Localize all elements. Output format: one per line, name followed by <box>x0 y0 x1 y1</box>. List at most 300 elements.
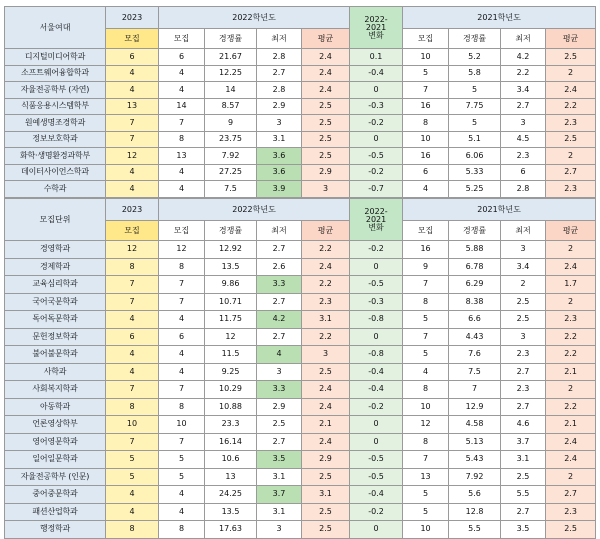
comp-rate-2022: 12 <box>205 328 257 346</box>
grade-change: 0.1 <box>350 49 403 66</box>
grade-change: 0 <box>350 416 403 434</box>
table-row <box>5 98 596 115</box>
quota-2021: 10 <box>403 49 449 66</box>
min-grade-2022: 2.8 <box>257 49 302 66</box>
quota-2022: 4 <box>159 311 205 329</box>
comp-rate-2022: 7.92 <box>205 148 257 165</box>
avg-grade-2022: 2.4 <box>302 398 350 416</box>
grade-change: -0.2 <box>350 503 403 521</box>
grade-change: -0.8 <box>350 346 403 364</box>
comp-rate-2021: 8.38 <box>449 293 501 311</box>
comp-rate-2021: 6.06 <box>449 148 501 165</box>
header-quota-2022: 모집 <box>159 221 205 241</box>
grade-change: -0.8 <box>350 311 403 329</box>
avg-grade-2021: 2.2 <box>546 328 596 346</box>
min-grade-2021: 2.5 <box>501 293 546 311</box>
min-grade-2022: 4.2 <box>257 311 302 329</box>
quota-2023: 13 <box>106 98 159 115</box>
dept-name: 자율전공학부 (인문) <box>5 468 106 486</box>
comp-rate-2022: 7.5 <box>205 181 257 198</box>
quota-2022: 12 <box>159 241 205 259</box>
table-row <box>5 65 596 82</box>
grade-change: -0.5 <box>350 148 403 165</box>
dept-name: 원예생명조경학과 <box>5 115 106 132</box>
min-grade-2022: 2.9 <box>257 98 302 115</box>
table-row <box>5 433 596 451</box>
header-avg-2021: 평균 <box>546 221 596 241</box>
dept-name: 사회복지학과 <box>5 381 106 399</box>
dept-name: 언론영상학부 <box>5 416 106 434</box>
comp-rate-2022: 24.25 <box>205 486 257 504</box>
dept-name: 경제학과 <box>5 258 106 276</box>
min-grade-2022: 3.5 <box>257 451 302 469</box>
header-quota-2021: 모집 <box>403 221 449 241</box>
quota-2023: 4 <box>106 503 159 521</box>
table-row <box>5 276 596 294</box>
comp-rate-2022: 13 <box>205 468 257 486</box>
quota-2022: 4 <box>159 65 205 82</box>
header-change-line3: 변화 <box>368 30 384 40</box>
min-grade-2022: 2.7 <box>257 241 302 259</box>
header-quota-2021: 모집 <box>403 29 449 49</box>
header-comp-2022: 경쟁률 <box>205 29 257 49</box>
comp-rate-2022: 11.5 <box>205 346 257 364</box>
header-change-line1: 2022- <box>364 206 388 216</box>
quota-2022: 10 <box>159 416 205 434</box>
grade-change: -0.4 <box>350 381 403 399</box>
header-year-2021: 2021학년도 <box>403 7 596 29</box>
quota-2021: 8 <box>403 433 449 451</box>
avg-grade-2022: 2.5 <box>302 115 350 132</box>
min-grade-2021: 2.5 <box>501 468 546 486</box>
min-grade-2021: 3.4 <box>501 258 546 276</box>
header-year-2021: 2021학년도 <box>403 199 596 221</box>
quota-2023: 4 <box>106 311 159 329</box>
min-grade-2022: 2.7 <box>257 293 302 311</box>
comp-rate-2022: 10.6 <box>205 451 257 469</box>
quota-2022: 5 <box>159 451 205 469</box>
min-grade-2022: 2.5 <box>257 416 302 434</box>
min-grade-2022: 3 <box>257 521 302 539</box>
quota-2021: 5 <box>403 346 449 364</box>
comp-rate-2022: 13.5 <box>205 258 257 276</box>
avg-grade-2021: 2.3 <box>546 181 596 198</box>
avg-grade-2022: 2.4 <box>302 49 350 66</box>
comp-rate-2021: 5.88 <box>449 241 501 259</box>
comp-rate-2021: 7.6 <box>449 346 501 364</box>
quota-2022: 8 <box>159 398 205 416</box>
min-grade-2022: 3 <box>257 115 302 132</box>
quota-2023: 8 <box>106 258 159 276</box>
avg-grade-2022: 2.2 <box>302 328 350 346</box>
quota-2022: 14 <box>159 98 205 115</box>
table-title: 서울여대 <box>5 7 106 49</box>
comp-rate-2022: 13.5 <box>205 503 257 521</box>
min-grade-2021: 3.4 <box>501 82 546 99</box>
min-grade-2022: 3.3 <box>257 381 302 399</box>
table-row <box>5 503 596 521</box>
min-grade-2021: 3 <box>501 241 546 259</box>
quota-2022: 6 <box>159 328 205 346</box>
table-row <box>5 258 596 276</box>
avg-grade-2021: 2 <box>546 148 596 165</box>
quota-2022: 7 <box>159 276 205 294</box>
quota-2021: 7 <box>403 276 449 294</box>
table-row <box>5 451 596 469</box>
header-change-line3: 변화 <box>368 222 384 232</box>
header-change <box>350 199 403 241</box>
comp-rate-2022: 12.25 <box>205 65 257 82</box>
quota-2023: 7 <box>106 276 159 294</box>
avg-grade-2021: 2.3 <box>546 115 596 132</box>
quota-2021: 10 <box>403 398 449 416</box>
quota-2021: 7 <box>403 82 449 99</box>
avg-grade-2022: 2.5 <box>302 503 350 521</box>
min-grade-2022: 2.7 <box>257 328 302 346</box>
table-row <box>5 49 596 66</box>
header-change-line2: 2021 <box>365 214 387 224</box>
avg-grade-2021: 2.4 <box>546 451 596 469</box>
avg-grade-2021: 2.4 <box>546 82 596 99</box>
comp-rate-2021: 4.43 <box>449 328 501 346</box>
comp-rate-2022: 14 <box>205 82 257 99</box>
avg-grade-2021: 2.7 <box>546 486 596 504</box>
min-grade-2021: 3 <box>501 328 546 346</box>
comp-rate-2022: 9.86 <box>205 276 257 294</box>
min-grade-2022: 4 <box>257 346 302 364</box>
comp-rate-2021: 5.2 <box>449 49 501 66</box>
quota-2021: 6 <box>403 164 449 181</box>
grade-change: -0.7 <box>350 181 403 198</box>
quota-2023: 7 <box>106 381 159 399</box>
min-grade-2021: 2.7 <box>501 503 546 521</box>
min-grade-2022: 3.3 <box>257 276 302 294</box>
min-grade-2021: 2.2 <box>501 65 546 82</box>
quota-2023: 4 <box>106 82 159 99</box>
dept-name: 아동학과 <box>5 398 106 416</box>
quota-2022: 4 <box>159 503 205 521</box>
comp-rate-2021: 7.5 <box>449 363 501 381</box>
comp-rate-2021: 5.33 <box>449 164 501 181</box>
min-grade-2021: 2.7 <box>501 98 546 115</box>
quota-2021: 12 <box>403 416 449 434</box>
quota-2023: 7 <box>106 293 159 311</box>
dept-name: 중어중문학과 <box>5 486 106 504</box>
min-grade-2021: 3.1 <box>501 451 546 469</box>
quota-2022: 5 <box>159 468 205 486</box>
quota-2021: 7 <box>403 451 449 469</box>
grade-change: -0.4 <box>350 486 403 504</box>
dept-name: 경영학과 <box>5 241 106 259</box>
min-grade-2021: 2.3 <box>501 346 546 364</box>
dept-name: 문헌정보학과 <box>5 328 106 346</box>
comp-rate-2022: 16.14 <box>205 433 257 451</box>
table-row <box>5 181 596 198</box>
quota-2023: 4 <box>106 486 159 504</box>
min-grade-2021: 4.5 <box>501 131 546 148</box>
min-grade-2022: 2.9 <box>257 398 302 416</box>
avg-grade-2022: 2.5 <box>302 148 350 165</box>
quota-2023: 7 <box>106 131 159 148</box>
comp-rate-2021: 7.75 <box>449 98 501 115</box>
min-grade-2022: 3.1 <box>257 131 302 148</box>
table-row <box>5 521 596 539</box>
header-avg-2022: 평균 <box>302 221 350 241</box>
comp-rate-2021: 4.58 <box>449 416 501 434</box>
avg-grade-2022: 2.5 <box>302 468 350 486</box>
min-grade-2022: 3.9 <box>257 181 302 198</box>
min-grade-2021: 2.8 <box>501 181 546 198</box>
table-seoul-womens-natural <box>4 6 596 198</box>
grade-change: -0.3 <box>350 98 403 115</box>
avg-grade-2022: 2.4 <box>302 258 350 276</box>
quota-2023: 12 <box>106 241 159 259</box>
min-grade-2021: 2.7 <box>501 398 546 416</box>
header-comp-2022: 경쟁률 <box>205 221 257 241</box>
header-min-2022: 최저 <box>257 29 302 49</box>
quota-2022: 7 <box>159 293 205 311</box>
avg-grade-2021: 2.4 <box>546 433 596 451</box>
quota-2023: 5 <box>106 451 159 469</box>
avg-grade-2022: 3 <box>302 346 350 364</box>
header-change <box>350 7 403 49</box>
quota-2023: 8 <box>106 398 159 416</box>
table-row <box>5 468 596 486</box>
quota-2022: 8 <box>159 521 205 539</box>
dept-name: 자율전공학부 (자연) <box>5 82 106 99</box>
header-min-2022: 최저 <box>257 221 302 241</box>
table-row <box>5 416 596 434</box>
avg-grade-2021: 1.7 <box>546 276 596 294</box>
table-row <box>5 328 596 346</box>
table-row <box>5 131 596 148</box>
quota-2021: 16 <box>403 98 449 115</box>
quota-2022: 8 <box>159 131 205 148</box>
quota-2022: 7 <box>159 381 205 399</box>
comp-rate-2022: 10.71 <box>205 293 257 311</box>
quota-2021: 9 <box>403 258 449 276</box>
comp-rate-2021: 5.6 <box>449 486 501 504</box>
quota-2022: 8 <box>159 258 205 276</box>
header-min-2021: 최저 <box>501 29 546 49</box>
comp-rate-2022: 23.75 <box>205 131 257 148</box>
comp-rate-2021: 5.43 <box>449 451 501 469</box>
avg-grade-2022: 2.9 <box>302 451 350 469</box>
quota-2023: 4 <box>106 181 159 198</box>
avg-grade-2022: 2.5 <box>302 521 350 539</box>
comp-rate-2022: 9.25 <box>205 363 257 381</box>
min-grade-2022: 2.6 <box>257 258 302 276</box>
table-title: 모집단위 <box>5 199 106 241</box>
table-row <box>5 241 596 259</box>
avg-grade-2021: 2 <box>546 293 596 311</box>
header-comp-2021: 경쟁률 <box>449 29 501 49</box>
grade-change: 0 <box>350 433 403 451</box>
comp-rate-2022: 12.92 <box>205 241 257 259</box>
dept-name: 사학과 <box>5 363 106 381</box>
avg-grade-2022: 2.9 <box>302 164 350 181</box>
dept-name: 화학·생명환경과학부 <box>5 148 106 165</box>
quota-2021: 5 <box>403 503 449 521</box>
min-grade-2022: 3.6 <box>257 148 302 165</box>
comp-rate-2022: 10.88 <box>205 398 257 416</box>
avg-grade-2021: 2.7 <box>546 164 596 181</box>
comp-rate-2021: 6.6 <box>449 311 501 329</box>
grade-change: 0 <box>350 258 403 276</box>
quota-2021: 10 <box>403 131 449 148</box>
avg-grade-2022: 3.1 <box>302 486 350 504</box>
avg-grade-2021: 2 <box>546 468 596 486</box>
avg-grade-2022: 2.1 <box>302 416 350 434</box>
avg-grade-2022: 2.5 <box>302 98 350 115</box>
table-row <box>5 346 596 364</box>
quota-2023: 8 <box>106 521 159 539</box>
grade-change: -0.2 <box>350 164 403 181</box>
min-grade-2021: 2.3 <box>501 148 546 165</box>
avg-grade-2021: 2.5 <box>546 131 596 148</box>
min-grade-2021: 2 <box>501 276 546 294</box>
quota-2023: 7 <box>106 433 159 451</box>
avg-grade-2021: 2.3 <box>546 311 596 329</box>
dept-name: 데이터사이언스학과 <box>5 164 106 181</box>
avg-grade-2022: 2.4 <box>302 381 350 399</box>
table-row <box>5 148 596 165</box>
min-grade-2022: 2.8 <box>257 82 302 99</box>
table-row <box>5 486 596 504</box>
avg-grade-2022: 2.4 <box>302 65 350 82</box>
avg-grade-2022: 2.5 <box>302 131 350 148</box>
quota-2022: 4 <box>159 164 205 181</box>
grade-change: -0.5 <box>350 468 403 486</box>
grade-change: -0.5 <box>350 276 403 294</box>
table-humanities <box>4 198 596 539</box>
comp-rate-2021: 7.92 <box>449 468 501 486</box>
grade-change: -0.2 <box>350 241 403 259</box>
min-grade-2022: 3.1 <box>257 468 302 486</box>
avg-grade-2022: 3.1 <box>302 311 350 329</box>
avg-grade-2022: 2.5 <box>302 363 350 381</box>
quota-2021: 4 <box>403 363 449 381</box>
comp-rate-2022: 17.63 <box>205 521 257 539</box>
dept-name: 정보보호학과 <box>5 131 106 148</box>
avg-grade-2022: 3 <box>302 181 350 198</box>
comp-rate-2022: 27.25 <box>205 164 257 181</box>
dept-name: 독어독문학과 <box>5 311 106 329</box>
avg-grade-2022: 2.4 <box>302 82 350 99</box>
comp-rate-2022: 9 <box>205 115 257 132</box>
avg-grade-2022: 2.2 <box>302 276 350 294</box>
avg-grade-2022: 2.4 <box>302 433 350 451</box>
comp-rate-2022: 8.57 <box>205 98 257 115</box>
quota-2022: 7 <box>159 433 205 451</box>
table-row <box>5 363 596 381</box>
min-grade-2022: 3.7 <box>257 486 302 504</box>
min-grade-2021: 4.2 <box>501 49 546 66</box>
comp-rate-2021: 6.29 <box>449 276 501 294</box>
dept-name: 수학과 <box>5 181 106 198</box>
comp-rate-2021: 12.8 <box>449 503 501 521</box>
header-quota-2023: 모집 <box>106 29 159 49</box>
dept-name: 영어영문학과 <box>5 433 106 451</box>
header-year-2022: 2022학년도 <box>159 199 350 221</box>
table-row <box>5 82 596 99</box>
table-row <box>5 164 596 181</box>
quota-2021: 13 <box>403 468 449 486</box>
table-row <box>5 115 596 132</box>
grade-change: -0.3 <box>350 293 403 311</box>
comp-rate-2021: 5.25 <box>449 181 501 198</box>
quota-2022: 4 <box>159 346 205 364</box>
avg-grade-2021: 2.4 <box>546 258 596 276</box>
quota-2021: 8 <box>403 381 449 399</box>
avg-grade-2022: 2.3 <box>302 293 350 311</box>
grade-change: -0.2 <box>350 115 403 132</box>
comp-rate-2021: 5 <box>449 82 501 99</box>
min-grade-2022: 3 <box>257 363 302 381</box>
grade-change: 0 <box>350 521 403 539</box>
min-grade-2021: 4.6 <box>501 416 546 434</box>
dept-name: 교육심리학과 <box>5 276 106 294</box>
dept-name: 행정학과 <box>5 521 106 539</box>
quota-2022: 7 <box>159 115 205 132</box>
header-comp-2021: 경쟁률 <box>449 221 501 241</box>
dept-name: 불어불문학과 <box>5 346 106 364</box>
header-year-2023: 2023 <box>106 199 159 221</box>
avg-grade-2021: 2.1 <box>546 363 596 381</box>
quota-2023: 10 <box>106 416 159 434</box>
quota-2021: 7 <box>403 328 449 346</box>
avg-grade-2021: 2 <box>546 65 596 82</box>
dept-name: 소프트웨어융합학과 <box>5 65 106 82</box>
comp-rate-2022: 10.29 <box>205 381 257 399</box>
quota-2022: 4 <box>159 181 205 198</box>
avg-grade-2021: 2 <box>546 241 596 259</box>
header-min-2021: 최저 <box>501 221 546 241</box>
avg-grade-2021: 2.5 <box>546 49 596 66</box>
quota-2023: 7 <box>106 115 159 132</box>
table-row <box>5 311 596 329</box>
avg-grade-2021: 2 <box>546 381 596 399</box>
comp-rate-2021: 5.8 <box>449 65 501 82</box>
grade-change: 0 <box>350 82 403 99</box>
dept-name: 패션산업학과 <box>5 503 106 521</box>
comp-rate-2021: 5.5 <box>449 521 501 539</box>
quota-2023: 5 <box>106 468 159 486</box>
comp-rate-2021: 5.1 <box>449 131 501 148</box>
avg-grade-2022: 2.2 <box>302 241 350 259</box>
dept-name: 일어일문학과 <box>5 451 106 469</box>
avg-grade-2021: 2.2 <box>546 346 596 364</box>
quota-2021: 5 <box>403 65 449 82</box>
avg-grade-2021: 2.2 <box>546 398 596 416</box>
quota-2021: 16 <box>403 241 449 259</box>
min-grade-2021: 6 <box>501 164 546 181</box>
avg-grade-2021: 2.2 <box>546 98 596 115</box>
comp-rate-2021: 5 <box>449 115 501 132</box>
min-grade-2022: 2.7 <box>257 433 302 451</box>
min-grade-2021: 2.3 <box>501 381 546 399</box>
quota-2023: 6 <box>106 49 159 66</box>
min-grade-2022: 3.6 <box>257 164 302 181</box>
header-quota-2023: 모집 <box>106 221 159 241</box>
quota-2022: 13 <box>159 148 205 165</box>
quota-2021: 4 <box>403 181 449 198</box>
comp-rate-2022: 23.3 <box>205 416 257 434</box>
quota-2022: 4 <box>159 363 205 381</box>
quota-2023: 4 <box>106 164 159 181</box>
quota-2023: 12 <box>106 148 159 165</box>
grade-change: -0.2 <box>350 398 403 416</box>
